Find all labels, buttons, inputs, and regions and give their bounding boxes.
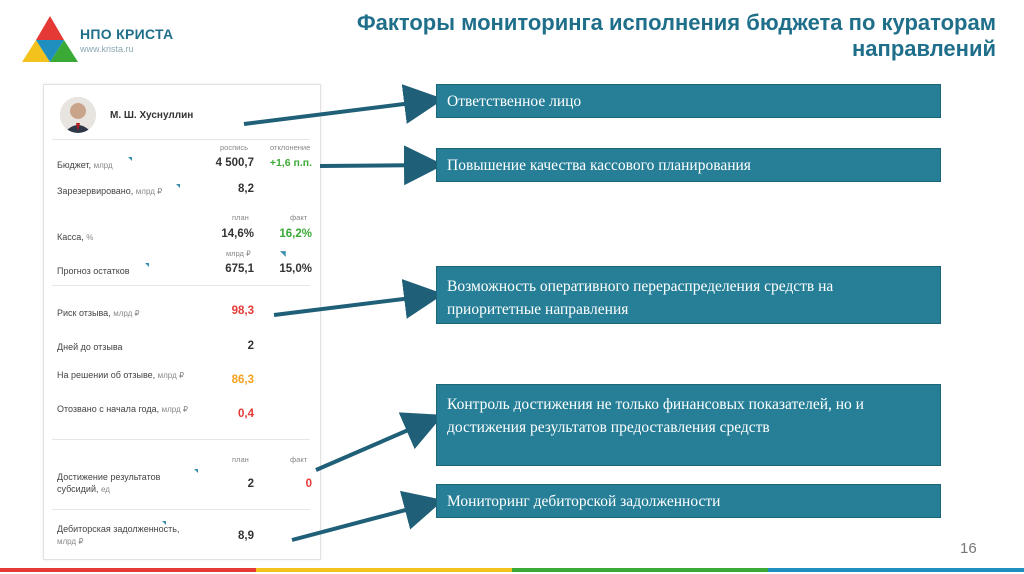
kassa-fact: 16,2% xyxy=(279,228,312,240)
person-name: М. Ш. Хуснуллин xyxy=(110,110,194,121)
decision-label: На решении об отзыве, млрд ₽ xyxy=(57,370,185,380)
reserved-label: Зарезервировано, млрд ₽ xyxy=(57,186,163,196)
budget-value: 4 500,7 xyxy=(215,157,254,169)
budget-deviation: +1,6 п.п. xyxy=(269,157,312,169)
arrow-1 xyxy=(244,100,436,124)
kassa-label: Касса, % xyxy=(57,232,94,242)
page-number: 16 xyxy=(960,540,977,557)
days-label: Дней до отзыва xyxy=(57,342,123,352)
callout-results-control: Контроль достижения не только финансовых показателей, но и достижения результатов предоставления средств xyxy=(436,384,941,466)
forecast-plan: 675,1 xyxy=(225,263,254,275)
logo-name: НПО КРИСТА xyxy=(80,26,174,42)
callout-responsible: Ответственное лицо xyxy=(436,84,941,118)
results-label: Достижение результатов субсидий, ед xyxy=(57,472,161,494)
reserved-value: 8,2 xyxy=(238,183,254,195)
risk-value: 98,3 xyxy=(231,305,254,317)
decision-value: 86,3 xyxy=(231,374,254,386)
risk-label: Риск отзыва, млрд ₽ xyxy=(57,308,140,318)
header-plan: план xyxy=(232,213,249,222)
header-mlrd: млрд ₽ xyxy=(226,249,251,258)
budget-label: Бюджет, млрд xyxy=(57,160,113,170)
results-fact: 0 xyxy=(305,478,312,490)
header-otklonenie: отклонение xyxy=(270,143,311,152)
arrow-4 xyxy=(316,418,436,470)
recalled-value: 0,4 xyxy=(238,408,254,420)
callout-redistribution: Возможность оперативного перераспределения средств на приоритетные направления xyxy=(436,266,941,324)
callout-cash-planning: Повышение качества кассового планирования xyxy=(436,148,941,182)
header-fakt: факт xyxy=(290,213,308,222)
days-value: 2 xyxy=(247,340,254,352)
arrow-5 xyxy=(292,502,436,540)
arrow-3 xyxy=(274,295,436,315)
forecast-fact: 15,0% xyxy=(279,263,312,275)
header-plan: план xyxy=(232,455,249,464)
header-fakt: факт xyxy=(290,455,308,464)
debt-value: 8,9 xyxy=(238,530,254,542)
logo-url: www.krista.ru xyxy=(80,44,134,54)
header-rospis: роспись xyxy=(220,143,249,152)
recalled-label: Отозвано с начала года, млрд ₽ xyxy=(57,404,189,414)
forecast-label: Прогноз остатков xyxy=(57,266,130,276)
results-plan: 2 xyxy=(247,478,254,490)
corner-marker: ◥ xyxy=(280,249,286,258)
kassa-plan: 14,6% xyxy=(221,228,254,240)
callout-receivables: Мониторинг дебиторской задолженности xyxy=(436,484,941,518)
slide-title: Факторы мониторинга исполнения бюджета по кураторам направлений xyxy=(356,10,996,61)
bottom-color-bar xyxy=(0,568,1024,572)
arrow-2 xyxy=(320,165,436,166)
debt-label: Дебиторская задолженность, млрд ₽ xyxy=(57,524,180,546)
